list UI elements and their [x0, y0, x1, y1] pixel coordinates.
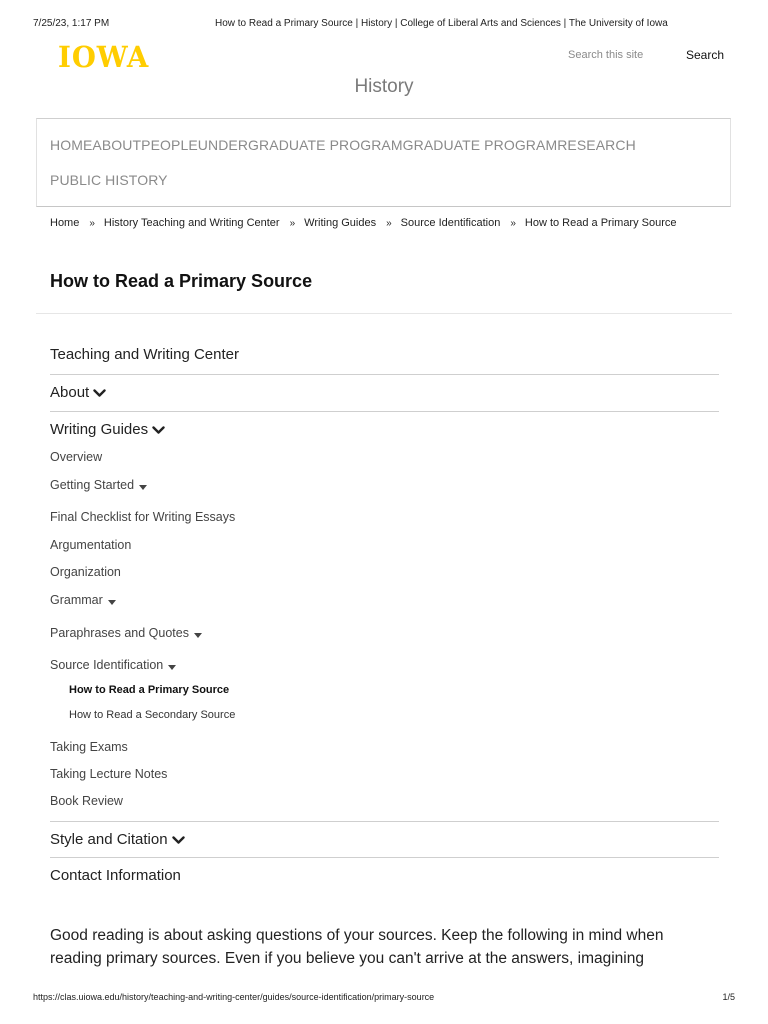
- chevron-down-icon[interactable]: [93, 385, 106, 402]
- sidenav-divider: [50, 857, 719, 858]
- nav-item-undergraduate-program[interactable]: UNDERGRADUATE PROGRAM: [197, 137, 403, 153]
- sidenav-getting-started-label: Getting Started: [50, 478, 135, 492]
- breadcrumb-separator: »: [89, 218, 95, 229]
- sidenav-teaching-center[interactable]: Teaching and Writing Center: [50, 346, 239, 363]
- print-url: https://clas.uiowa.edu/history/teaching-and-writing-center/guides/source-identification/primary-source: [33, 992, 435, 1002]
- nav-item-about[interactable]: ABOUT: [92, 137, 142, 153]
- sidenav-about-label: About: [50, 384, 90, 401]
- nav-item-public-history[interactable]: PUBLIC HISTORY: [50, 172, 168, 188]
- title-divider: [36, 313, 732, 314]
- sidenav-paraphrases-quotes[interactable]: [50, 626, 202, 641]
- intro-line: Good reading is about asking questions of your sources. Keep the following in mind when: [50, 927, 664, 944]
- print-datetime: 7/25/23, 1:17 PM: [33, 18, 110, 29]
- chevron-down-icon[interactable]: [172, 832, 185, 849]
- sidenav-getting-started[interactable]: [50, 478, 147, 493]
- sidenav-divider: [50, 411, 719, 412]
- intro-line: reading primary sources. Even if you believe you can't arrive at the answers, imagining: [50, 950, 644, 967]
- main-nav-row: [50, 137, 636, 153]
- sidenav-divider: [50, 374, 719, 375]
- sidenav-secondary-source[interactable]: How to Read a Secondary Source: [69, 709, 236, 721]
- caret-down-icon[interactable]: [168, 659, 176, 673]
- sidenav-grammar-label: Grammar: [50, 593, 103, 607]
- print-header: [33, 18, 735, 32]
- breadcrumb-separator: »: [510, 218, 516, 229]
- nav-item-graduate-program[interactable]: GRADUATE PROGRAM: [402, 137, 558, 153]
- breadcrumb: [50, 216, 720, 231]
- sidenav-divider: [50, 821, 719, 822]
- intro-paragraph: [50, 924, 720, 970]
- print-footer: [33, 992, 735, 1006]
- main-nav: [36, 118, 731, 207]
- sidenav-writing-guides-label: Writing Guides: [50, 421, 149, 438]
- sidenav-writing-guides[interactable]: [50, 421, 165, 439]
- sidenav-primary-source[interactable]: How to Read a Primary Source: [69, 684, 230, 696]
- sidenav-taking-exams[interactable]: Taking Exams: [50, 740, 128, 754]
- sidenav-argumentation[interactable]: Argumentation: [50, 538, 132, 552]
- chevron-down-icon[interactable]: [152, 422, 165, 439]
- sidenav-contact-information[interactable]: Contact Information: [50, 867, 181, 884]
- sidenav-style-citation[interactable]: [50, 831, 185, 849]
- sidenav-paraphrases-quotes-label: Paraphrases and Quotes: [50, 626, 189, 640]
- site-name[interactable]: History: [354, 76, 414, 97]
- breadcrumb-separator: »: [386, 218, 392, 229]
- breadcrumb-separator: »: [289, 218, 296, 229]
- caret-down-icon[interactable]: [108, 594, 116, 608]
- print-doc-title: How to Read a Primary Source | History | College of Liberal Arts and Sciences | The University of Iowa: [215, 18, 668, 29]
- search-button[interactable]: Search: [682, 45, 728, 65]
- sidenav-overview[interactable]: Overview: [50, 450, 103, 464]
- sidenav-style-citation-label: Style and Citation: [50, 831, 168, 848]
- sidenav-organization[interactable]: Organization: [50, 565, 121, 579]
- search-input[interactable]: [560, 45, 686, 65]
- caret-down-icon[interactable]: [139, 479, 147, 493]
- sidenav-final-checklist[interactable]: Final Checklist for Writing Essays: [50, 510, 236, 524]
- main-nav-row: [50, 172, 168, 188]
- sidenav-grammar[interactable]: [50, 593, 116, 608]
- caret-down-icon[interactable]: [194, 627, 202, 641]
- breadcrumb-writing-guides[interactable]: Writing Guides: [304, 217, 377, 229]
- page-title: How to Read a Primary Source: [50, 271, 313, 291]
- sidenav-about[interactable]: [50, 384, 106, 402]
- breadcrumb-teaching-center[interactable]: History Teaching and Writing Center: [103, 217, 280, 229]
- nav-item-research[interactable]: RESEARCH: [557, 137, 636, 153]
- nav-item-people[interactable]: PEOPLE: [141, 137, 198, 153]
- iowa-logo[interactable]: IOWA: [58, 40, 150, 74]
- breadcrumb-home[interactable]: Home: [50, 217, 80, 229]
- breadcrumb-source-identification[interactable]: Source Identification: [400, 217, 501, 229]
- nav-item-home[interactable]: HOME: [50, 137, 93, 153]
- print-page-number: 1/5: [722, 992, 735, 1002]
- sidenav-source-identification-label: Source Identification: [50, 658, 164, 672]
- sidenav-lecture-notes[interactable]: Taking Lecture Notes: [50, 767, 168, 781]
- sidenav-book-review[interactable]: Book Review: [50, 794, 123, 808]
- sidenav-source-identification[interactable]: [50, 658, 176, 673]
- breadcrumb-current: How to Read a Primary Source: [524, 217, 677, 229]
